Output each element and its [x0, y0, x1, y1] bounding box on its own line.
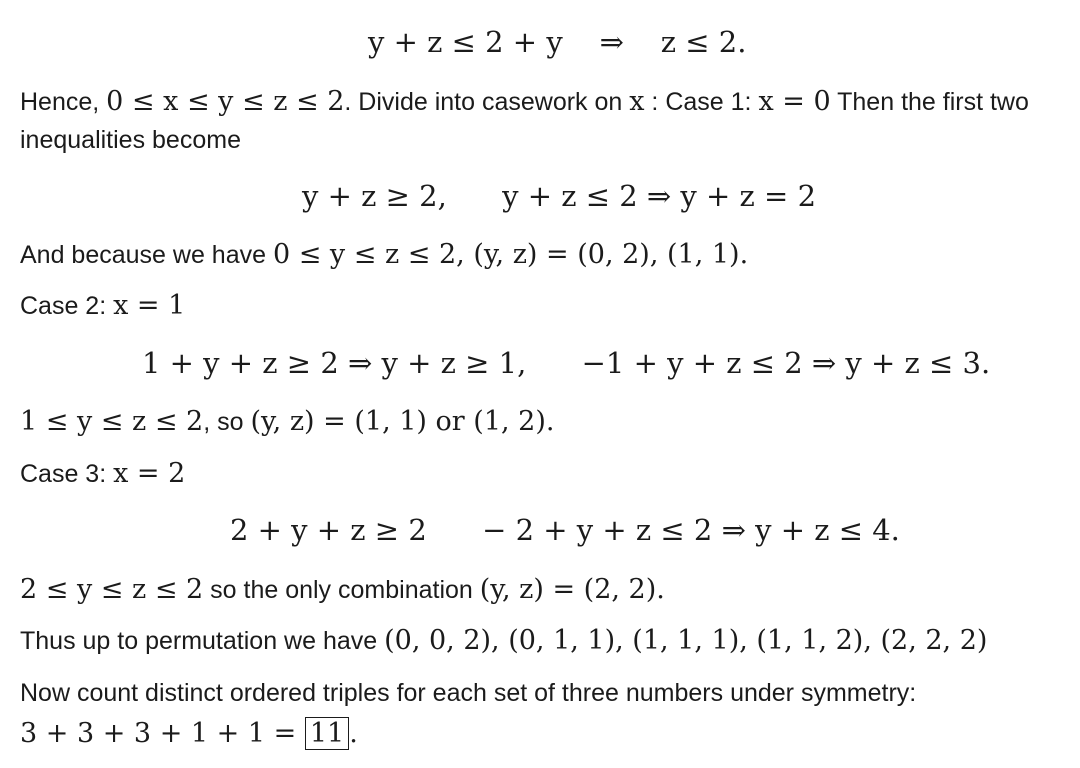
math-inline: 3 + 3 + 3 + 1 + 1 =	[20, 718, 305, 749]
math-inline: (0, 0, 2), (0, 1, 1), (1, 1, 1), (1, 1, 2), (2, 2, 2)	[384, 625, 988, 656]
paragraph-case2-result	[20, 403, 1070, 441]
text: Now count distinct ordered triples for each set of three numbers under symmetry:	[20, 679, 917, 707]
text: : Case 1:	[644, 88, 759, 116]
paragraph-case3-result	[20, 571, 1070, 609]
math-inline: 0 ≤ x ≤ y ≤ z ≤ 2	[106, 86, 345, 117]
math-inline: .	[349, 718, 358, 749]
text: Case 2:	[20, 292, 114, 320]
equation-top: y + z ≤ 2 + y ⇒ z ≤ 2.	[368, 25, 747, 59]
math-inline: (y, z) = (2, 2).	[479, 574, 665, 605]
boxed-answer: 11	[305, 717, 349, 750]
text: Case 3:	[20, 460, 114, 488]
math-inline: x = 2	[113, 458, 186, 489]
case2-heading	[20, 287, 1070, 325]
text: . Divide into casework on	[344, 88, 630, 116]
text: , so	[203, 408, 251, 436]
text: inequalities become	[20, 126, 241, 154]
equation-case3: 2 + y + z ≥ 2 − 2 + y + z ≤ 2 ⇒ y + z ≤ 4.	[230, 513, 900, 547]
math-inline: x = 1	[113, 290, 186, 321]
math-inline: x = 0	[758, 86, 831, 117]
text: Hence,	[20, 88, 107, 116]
math-inline: x	[629, 86, 645, 117]
paragraph-count	[20, 674, 1070, 712]
paragraph-hence	[20, 83, 1070, 121]
math-inline: 1 ≤ y ≤ z ≤ 2	[20, 406, 204, 437]
equation-case1: y + z ≥ 2, y + z ≤ 2 ⇒ y + z = 2	[302, 179, 817, 213]
math-inline: 0 ≤ y ≤ z ≤ 2, (y, z) = (0, 2), (1, 1).	[272, 239, 749, 270]
paragraph-permutation	[20, 622, 1070, 660]
text: Thus up to permutation we have	[20, 627, 385, 655]
paragraph-hence-line2	[20, 121, 1070, 159]
equation-case2: 1 + y + z ≥ 2 ⇒ y + z ≥ 1, −1 + y + z ≤ 2 ⇒ y + z ≤ 3.	[142, 346, 991, 380]
text: so the only combination	[203, 576, 480, 604]
text: Then the first two	[830, 88, 1029, 116]
final-result	[20, 715, 1070, 753]
math-inline: (y, z) = (1, 1) or (1, 2).	[250, 406, 555, 437]
paragraph-because	[20, 236, 1070, 274]
math-inline: 2 ≤ y ≤ z ≤ 2	[20, 574, 204, 605]
text: And because we have	[20, 241, 273, 269]
case3-heading	[20, 455, 1070, 493]
